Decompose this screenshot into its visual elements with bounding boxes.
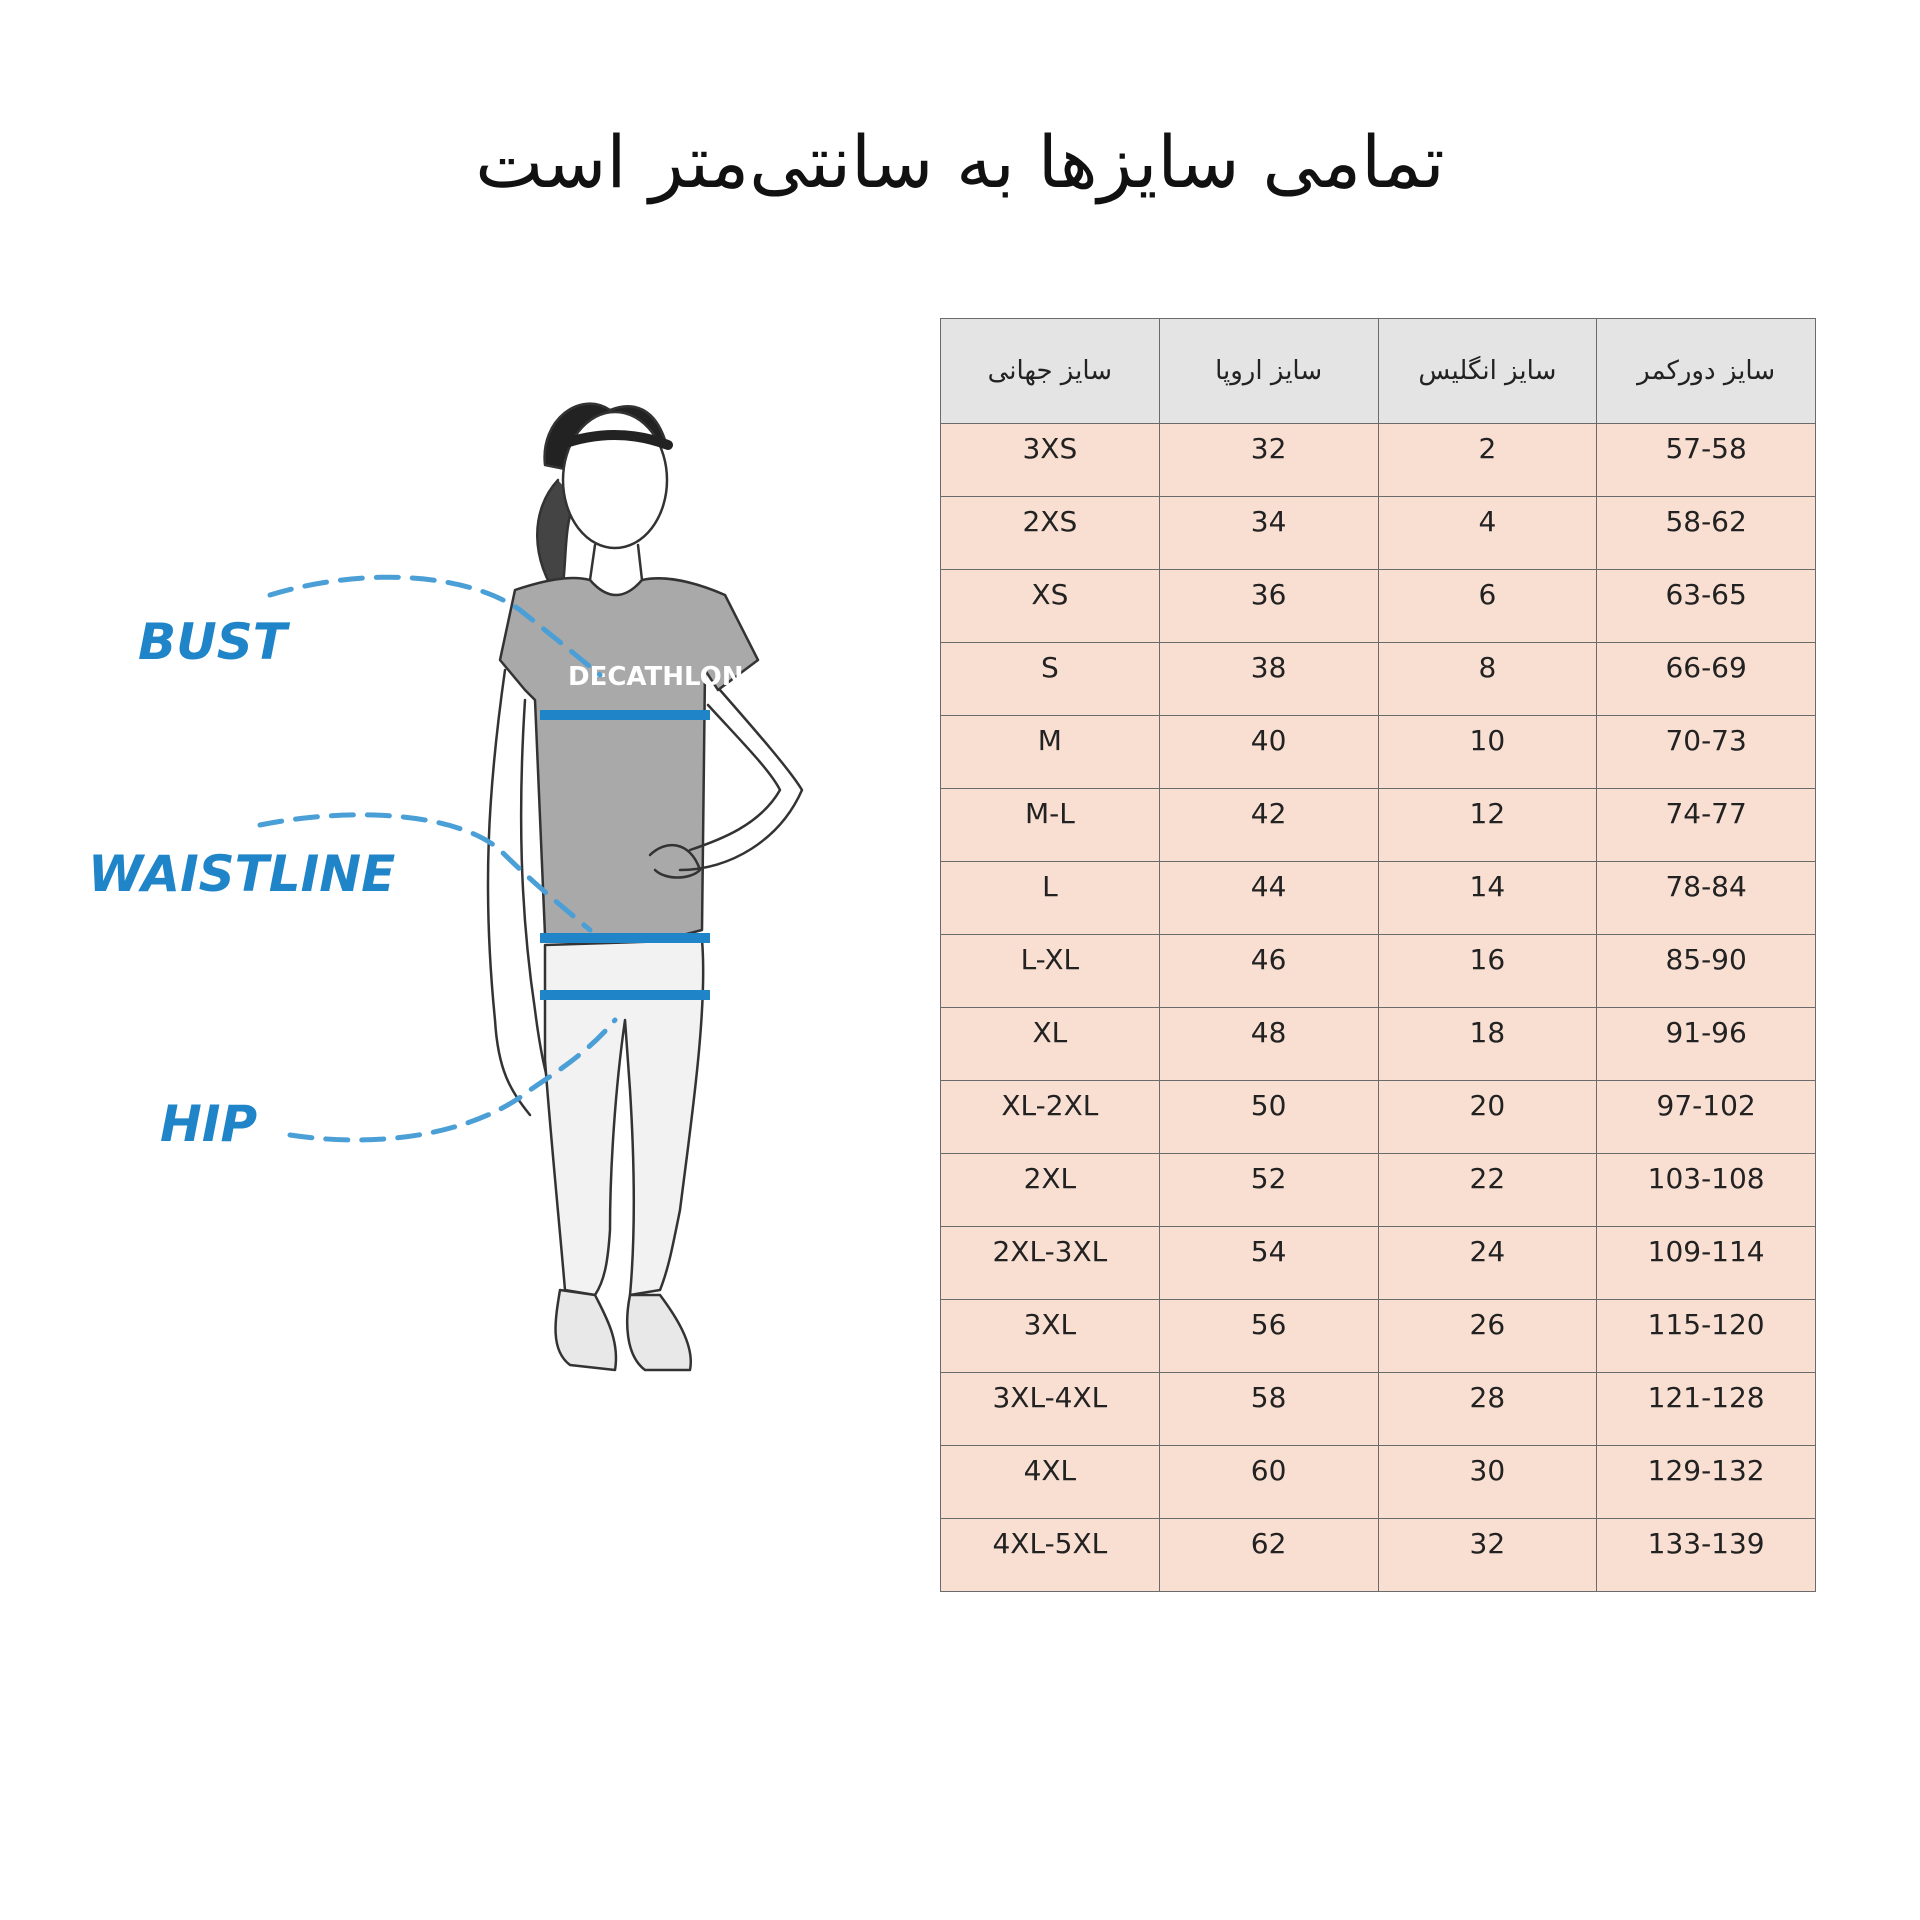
table-cell: 32 <box>1378 1519 1597 1592</box>
table-cell: 30 <box>1378 1446 1597 1519</box>
table-cell: 20 <box>1378 1081 1597 1154</box>
table-row <box>941 1008 1816 1081</box>
table-row <box>941 935 1816 1008</box>
table-cell: 60 <box>1159 1446 1378 1519</box>
size-chart-table <box>940 318 1816 1592</box>
table-row <box>941 1446 1816 1519</box>
table-cell: 26 <box>1378 1300 1597 1373</box>
table-row <box>941 424 1816 497</box>
table-cell: 115-120 <box>1597 1300 1816 1373</box>
table-cell: 2 <box>1378 424 1597 497</box>
table-cell: 38 <box>1159 643 1378 716</box>
table-cell: XL-2XL <box>941 1081 1160 1154</box>
table-cell: S <box>941 643 1160 716</box>
table-row <box>941 643 1816 716</box>
table-cell: 10 <box>1378 716 1597 789</box>
table-cell: 4XL <box>941 1446 1160 1519</box>
table-row <box>941 1300 1816 1373</box>
table-cell: 91-96 <box>1597 1008 1816 1081</box>
header-europe: سایز اروپا <box>1159 319 1378 424</box>
table-row <box>941 570 1816 643</box>
table-cell: XS <box>941 570 1160 643</box>
table-cell: 66-69 <box>1597 643 1816 716</box>
table-row <box>941 789 1816 862</box>
bust-label: BUST <box>138 613 287 671</box>
table-cell: 85-90 <box>1597 935 1816 1008</box>
table-row <box>941 1081 1816 1154</box>
table-cell: 2XS <box>941 497 1160 570</box>
table-cell: 78-84 <box>1597 862 1816 935</box>
table-body <box>941 424 1816 1592</box>
hip-band <box>540 990 710 1000</box>
table-cell: 42 <box>1159 789 1378 862</box>
table-cell: 121-128 <box>1597 1373 1816 1446</box>
measurement-figure <box>90 370 940 1570</box>
table-cell: L-XL <box>941 935 1160 1008</box>
header-waist: سایز دورکمر <box>1597 319 1816 424</box>
table-cell: 52 <box>1159 1154 1378 1227</box>
table-row <box>941 716 1816 789</box>
hip-label: HIP <box>160 1095 258 1153</box>
table-cell: 28 <box>1378 1373 1597 1446</box>
table-cell: 32 <box>1159 424 1378 497</box>
waistline-label: WAISTLINE <box>88 845 396 903</box>
table-cell: 74-77 <box>1597 789 1816 862</box>
table-cell: 12 <box>1378 789 1597 862</box>
bust-band <box>540 710 710 720</box>
woman-illustration <box>90 370 940 1570</box>
table-cell: 133-139 <box>1597 1519 1816 1592</box>
table-row <box>941 862 1816 935</box>
table-cell: L <box>941 862 1160 935</box>
table-row <box>941 497 1816 570</box>
table-cell: 109-114 <box>1597 1227 1816 1300</box>
page-title: تمامی سایزها به سانتی‌متر است <box>475 120 1445 204</box>
brand-logo: DECATHLON <box>568 662 744 692</box>
table-row <box>941 1227 1816 1300</box>
table-cell: 129-132 <box>1597 1446 1816 1519</box>
waist-band <box>540 933 710 943</box>
table-cell: 6 <box>1378 570 1597 643</box>
table-cell: 16 <box>1378 935 1597 1008</box>
table-cell: 2XL-3XL <box>941 1227 1160 1300</box>
table-cell: 34 <box>1159 497 1378 570</box>
table-cell: 46 <box>1159 935 1378 1008</box>
table-cell: 4XL-5XL <box>941 1519 1160 1592</box>
table-cell: 58-62 <box>1597 497 1816 570</box>
table-cell: 8 <box>1378 643 1597 716</box>
table-cell: 14 <box>1378 862 1597 935</box>
table-cell: 103-108 <box>1597 1154 1816 1227</box>
table-cell: 3XL <box>941 1300 1160 1373</box>
table-cell: 48 <box>1159 1008 1378 1081</box>
table-cell: 3XL-4XL <box>941 1373 1160 1446</box>
table-row <box>941 1373 1816 1446</box>
table-cell: 18 <box>1378 1008 1597 1081</box>
table-cell: 50 <box>1159 1081 1378 1154</box>
table-cell: 40 <box>1159 716 1378 789</box>
table-cell: 57-58 <box>1597 424 1816 497</box>
table-cell: 4 <box>1378 497 1597 570</box>
table-header-row <box>941 319 1816 424</box>
table-cell: 97-102 <box>1597 1081 1816 1154</box>
table-cell: 2XL <box>941 1154 1160 1227</box>
table-cell: 56 <box>1159 1300 1378 1373</box>
header-uk: سایز انگلیس <box>1378 319 1597 424</box>
table-cell: M-L <box>941 789 1160 862</box>
table-cell: 3XS <box>941 424 1160 497</box>
table-cell: 36 <box>1159 570 1378 643</box>
header-international: سایز جهانی <box>941 319 1160 424</box>
table-cell: XL <box>941 1008 1160 1081</box>
table-cell: 22 <box>1378 1154 1597 1227</box>
table-cell: 54 <box>1159 1227 1378 1300</box>
table-row <box>941 1154 1816 1227</box>
table-cell: 44 <box>1159 862 1378 935</box>
table-cell: 63-65 <box>1597 570 1816 643</box>
table-cell: 70-73 <box>1597 716 1816 789</box>
table-cell: M <box>941 716 1160 789</box>
table-row <box>941 1519 1816 1592</box>
table-cell: 24 <box>1378 1227 1597 1300</box>
table-cell: 62 <box>1159 1519 1378 1592</box>
table-cell: 58 <box>1159 1373 1378 1446</box>
